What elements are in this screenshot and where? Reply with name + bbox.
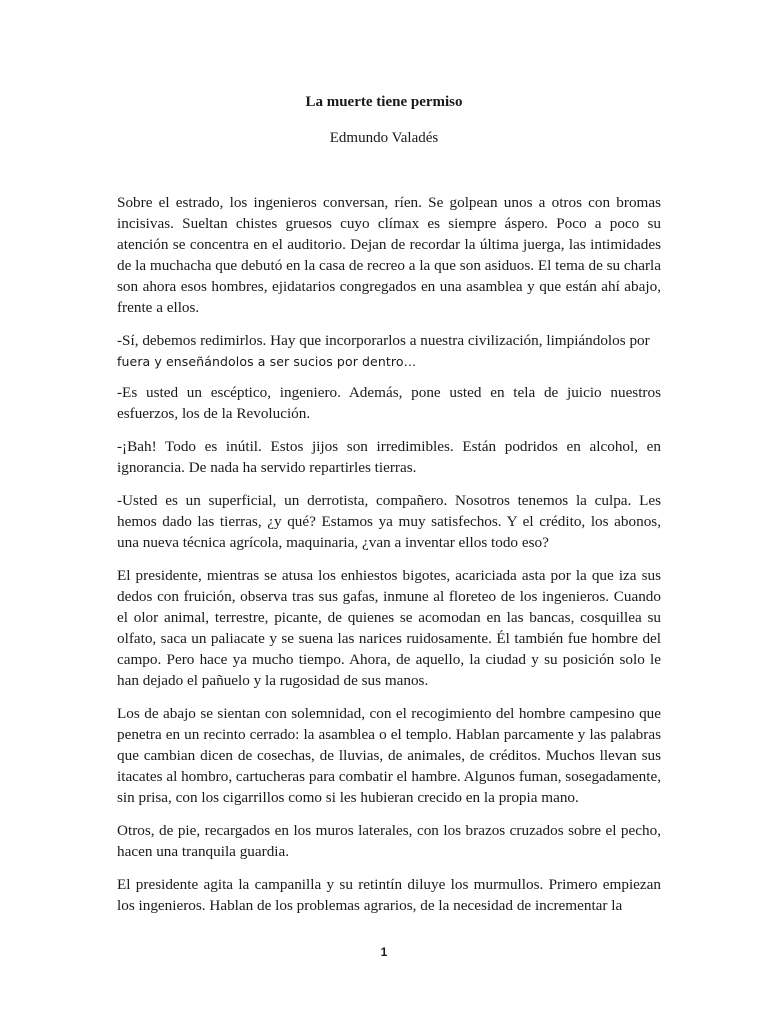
paragraph: -Es usted un escéptico, ingeniero. Además, pone usted en tela de juicio nuestros esfuerzos, los de la Revolución. [117,384,661,422]
paragraph [117,330,661,372]
document-body [117,192,661,928]
paragraph: -¡Bah! Todo es inútil. Estos jijos son irredimibles. Están podridos en alcohol, en ignorancia. De nada ha servido repartirles tierras. [117,438,661,476]
paragraph: Sobre el estrado, los ingenieros conversan, ríen. Se golpean unos a otros con bromas incisivas. Sueltan chistes gruesos cuyo clímax es siempre áspero. Poco a poco su atención se concentra en el auditorio. Dejan de recordar la última juerga, las intimidades de la muchacha que debutó en la casa de recreo a la que son asiduos. El tema de su charla son ahora esos hombres, ejidatarios congregados en una asamblea y que están ahí abajo, frente a ellos. [117,194,661,316]
paragraph: Otros, de pie, recargados en los muros laterales, con los brazos cruzados sobre el pecho, hacen una tranquila guardia. [117,822,661,860]
paragraph: El presidente agita la campanilla y su retintín diluye los murmullos. Primero empiezan los ingenieros. Hablan de los problemas agrarios, de la necesidad de incrementar la [117,876,661,914]
paragraph: -Usted es un superficial, un derrotista, compañero. Nosotros tenemos la culpa. Les hemos dado las tierras, ¿y qué? Estamos ya muy satisfechos. Y el crédito, los abonos, una nueva técnica agrícola, maquinaria, ¿van a inventar ellos todo eso? [117,492,661,551]
paragraph: El presidente, mientras se atusa los enhiestos bigotes, acariciada asta por la que iza sus dedos con fruición, observa tras sus gafas, inmune al floreteo de los ingenieros. Cuando el olor animal, terrestre, picante, de quienes se acomodan en las bancas, cosquillea su olfato, saca un paliacate y se suena las narices ruidosamente. Él también fue hombre del campo. Pero hace ya mucho tiempo. Ahora, de aquello, la ciudad y su posición solo le han dejado el pañuelo y la rugosidad de sus manos. [117,567,661,689]
page-number: 1 [380,945,388,959]
paragraph: Los de abajo se sientan con solemnidad, con el recogimiento del hombre campesino que penetra en un recinto cerrado: la asamblea o el templo. Hablan parcamente y las palabras que cambian dicen de cosechas, de lluvias, de animales, de créditos. Muchos llevan sus itacates al hombro, cartucheras para combatir el hambre. Algunos fuman, sosegadamente, sin prisa, con los cigarrillos como si les hubieran crecido en la propia mano. [117,705,662,806]
document-author: Edmundo Valadés [329,130,439,146]
paragraph-text: -Sí, debemos redimirlos. Hay que incorporarlos a nuestra civilización, limpiándolos por [117,332,650,349]
paragraph-text-continued: fuera y enseñándolos a ser sucios por dentro… [117,354,417,369]
document-title: La muerte tiene permiso [305,94,463,110]
